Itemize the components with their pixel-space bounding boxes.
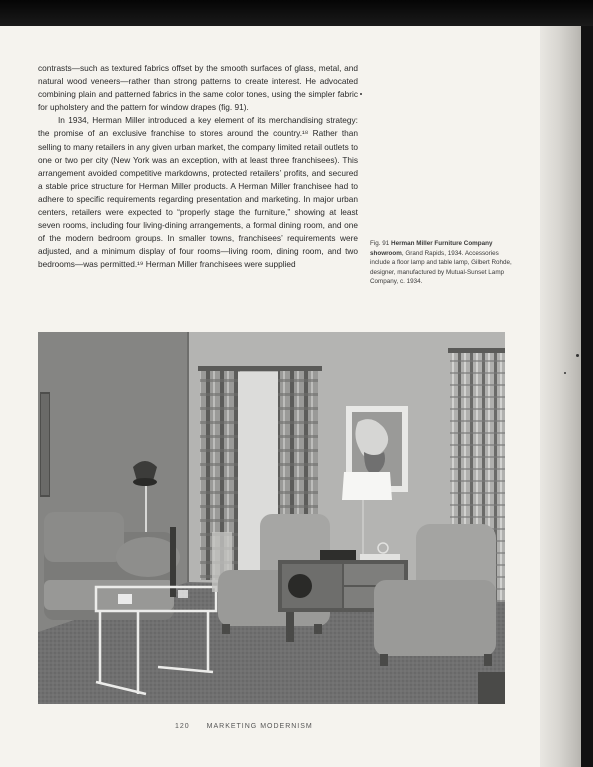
scan-top-shadow xyxy=(0,0,593,26)
showroom-photograph xyxy=(38,332,505,704)
figure-caption xyxy=(370,239,516,287)
page-number: 120 xyxy=(175,723,190,730)
caption-fig-number: Fig. 91 xyxy=(370,240,390,247)
body-text xyxy=(38,62,358,272)
caption-title: Herman Miller Furniture Company showroom xyxy=(370,240,493,257)
paragraph-1: contrasts—such as textured fabrics offset by the smooth surfaces of glass, metal, and natural wood veneers—rather than strong patterns to create interest. He advocated combining plain and patterned fabrics in the same color tones, using the simpler fabric for upholstery and the pattern for window drapes (fig. 91). xyxy=(38,63,358,113)
scan-speck xyxy=(576,354,579,357)
running-head: MARKETING MODERNISM xyxy=(206,723,313,730)
scan-speck xyxy=(360,93,362,95)
caption-text: , Grand Rapids, 1934. Accessories include a floor lamp and table lamp, Gilbert Rohde, designer, manufactured by Mutual-Sunset Lamp Company, c. 1934. xyxy=(370,249,512,285)
page-footer xyxy=(175,723,327,730)
scan-speck xyxy=(564,372,566,374)
paragraph-2: In 1934, Herman Miller introduced a key element of its merchandising strategy: the promise of an exclusive franchise to stores around the country.¹⁸ Rather than selling to many retailers in any given urban market, the company limited retail outlets to one or two per city (New York was an exception, with at least three franchisees). This arrangement avoided competitive markdowns, protected retailers’ profits, and secured a stable price structure for Herman Miller products. A Herman Miller franchisee had to adhere to specific requirements regarding presentation and marketing. In major urban centers, retailers were expected to “properly stage the furniture,” showing at least seven rooms, including four living-dining arrangements, a formal dining room, and one of the modern bedroom groups. In smaller towns, franchisees’ requirements were adjusted, and a minimum display of four rooms—living room, dining room, and two bedrooms—was permitted.¹⁹ Herman Miller franchisees were supplied xyxy=(38,115,358,270)
page-edge xyxy=(581,26,593,767)
